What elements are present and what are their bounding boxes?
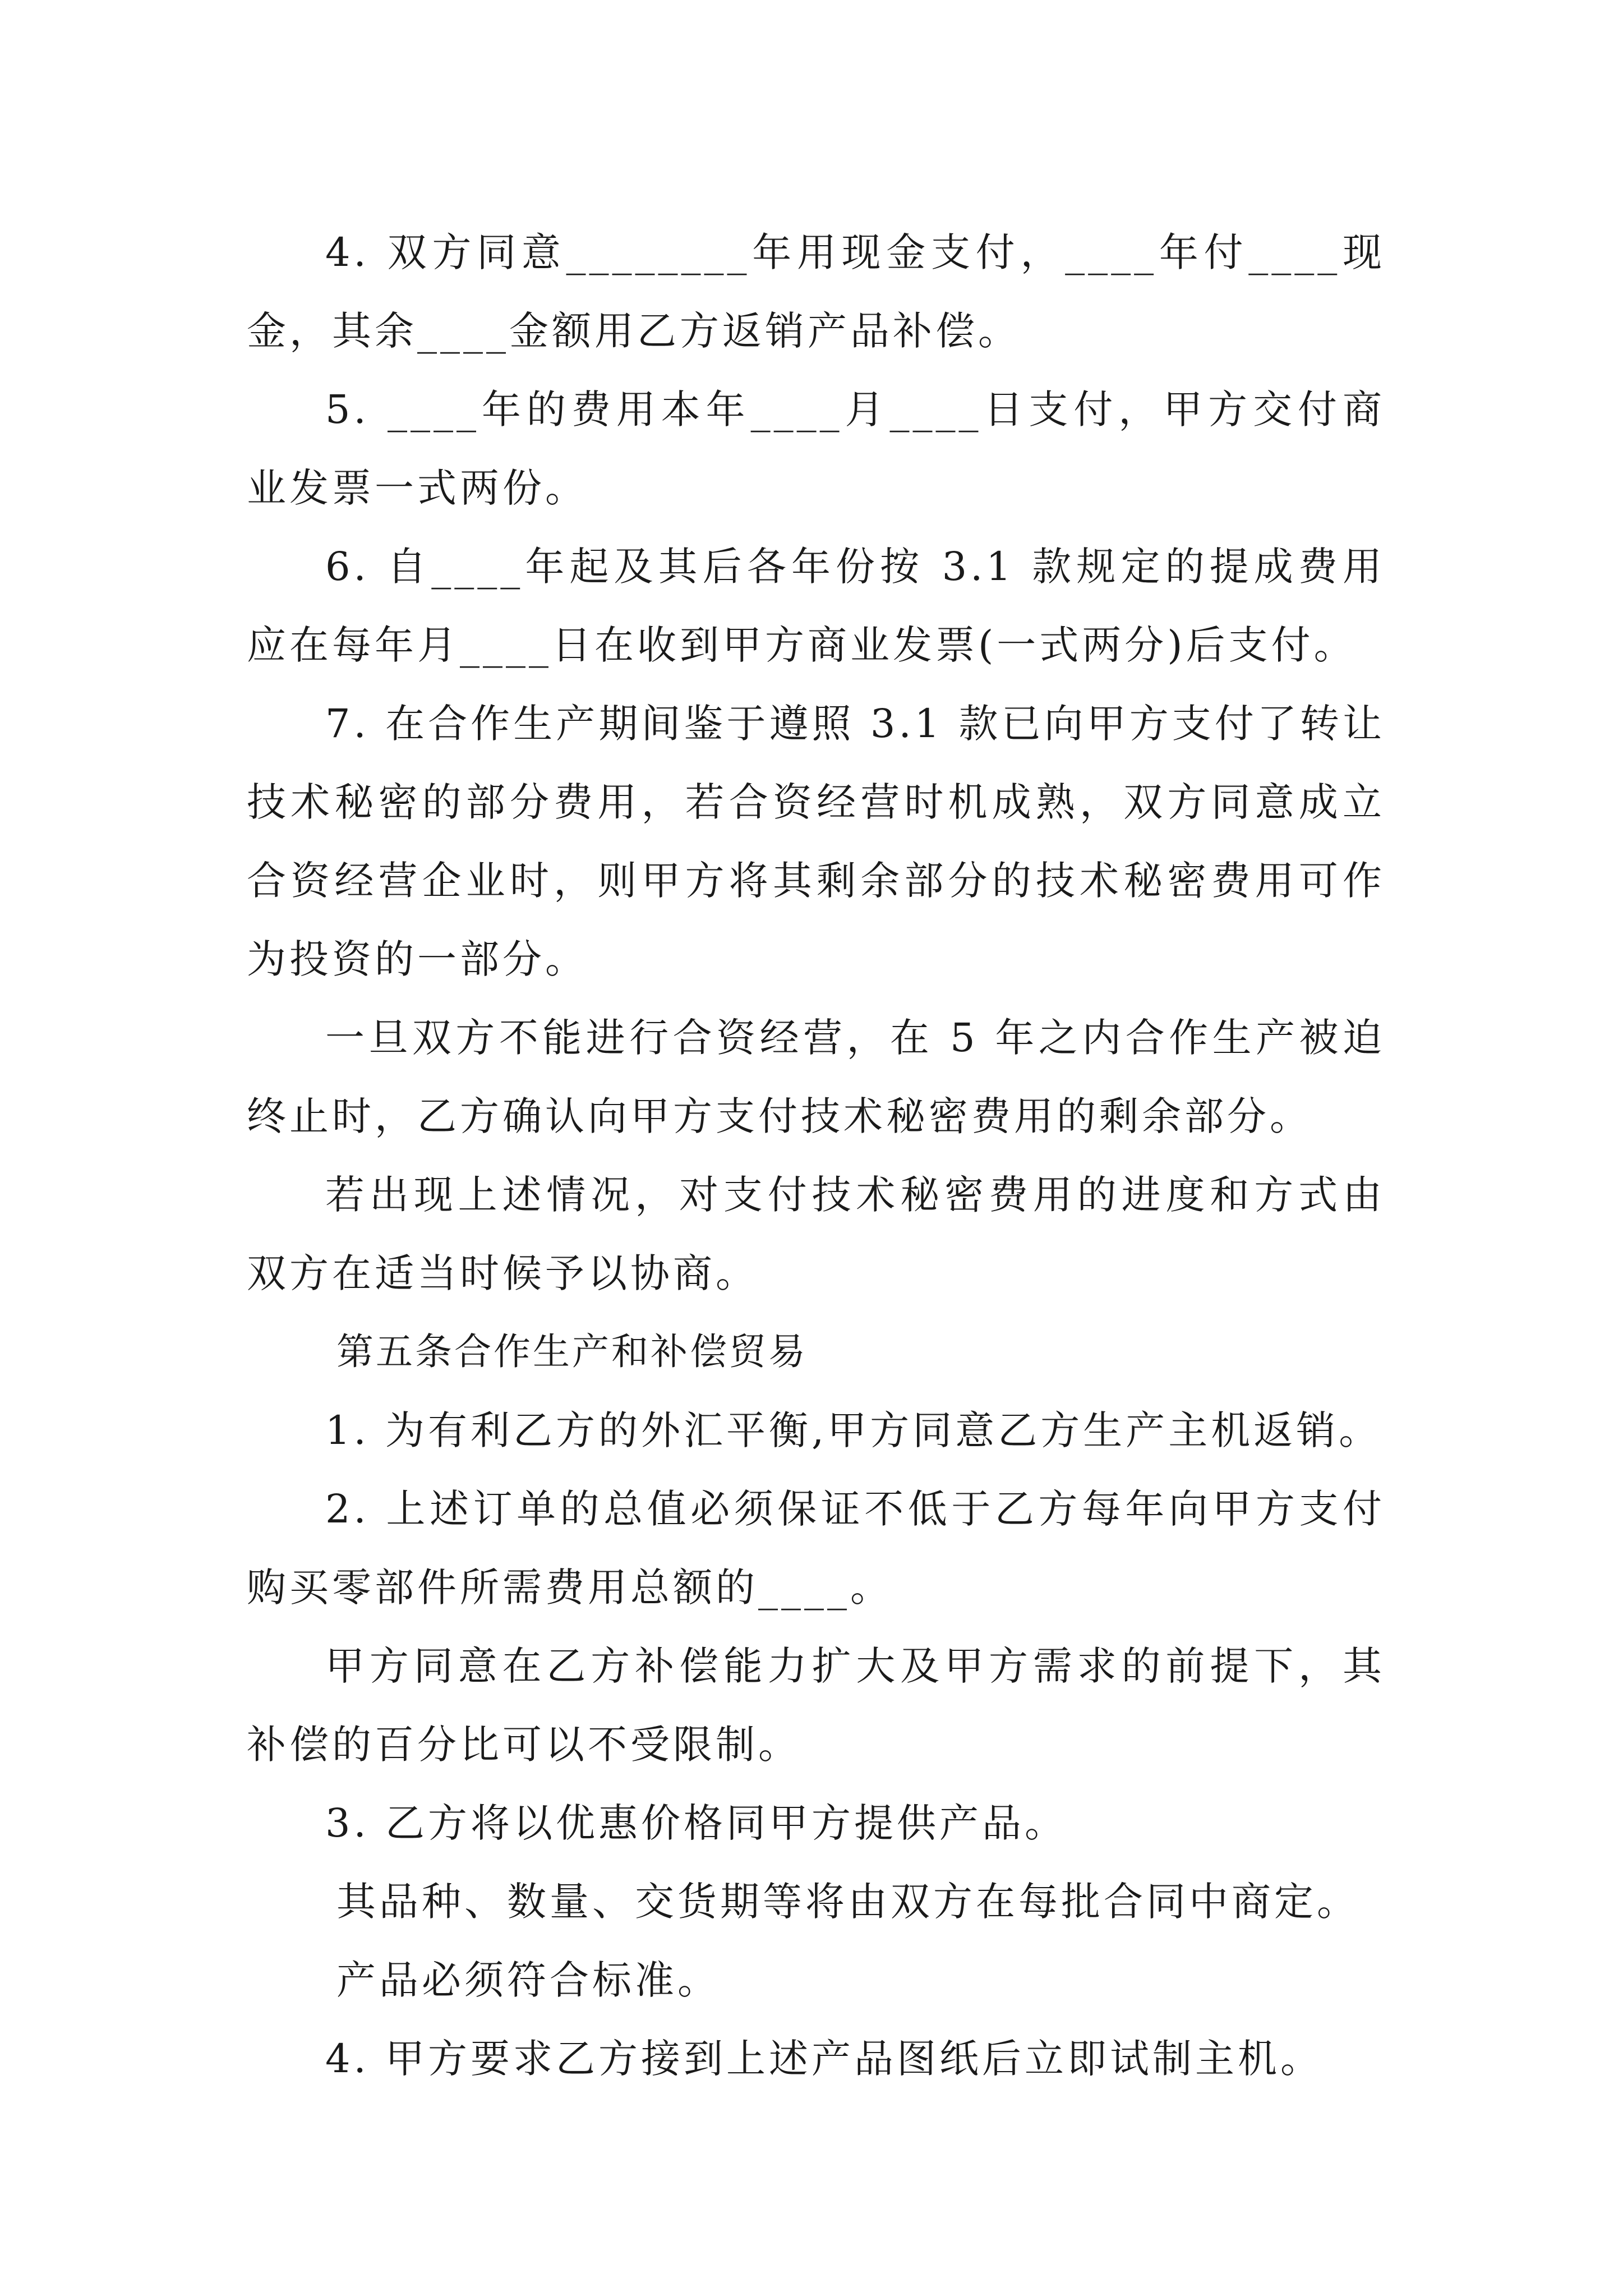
paragraph-order-value: 2. 上述订单的总值必须保证不低于乙方每年向甲方支付购买零部件所需费用总额的____。 (247, 1486, 1385, 1611)
line-variety-quantity: 其品种、数量、交货期等将由双方在每批合同中商定。 (336, 1879, 1359, 1925)
paragraph-trial-production: 4. 甲方要求乙方接到上述产品图纸后立即试制主机。 (325, 2036, 1324, 2082)
paragraph-preferential-price: 3. 乙方将以优惠价格同甲方提供产品。 (325, 1800, 1068, 1846)
paragraph-payment-cash: 4. 双方同意________年用现金支付，____年付____现金，其余____金额用乙方返销产品补偿。 (247, 229, 1385, 354)
document-body (247, 213, 1385, 2098)
paragraph-payment-date: 5. ____年的费用本年____月____日支付，甲方交付商业发票一式两份。 (247, 386, 1385, 511)
paragraph-termination: 一旦双方不能进行合资经营，在 5 年之内合作生产被迫终止时，乙方确认向甲方支付技术秘密费用的剩余部分。 (247, 1015, 1385, 1139)
paragraph-negotiation: 若出现上述情况，对支付技术秘密费用的进度和方式由双方在适当时候予以协商。 (247, 1172, 1385, 1296)
paragraph-joint-venture: 7. 在合作生产期间鉴于遵照 3.1 款已向甲方支付了转让技术秘密的部分费用，若合资经营时机成熟，双方同意成立合资经营企业时，则甲方将其剩余部分的技术秘密费用可作为投资的一部分。 (247, 701, 1385, 982)
paragraph-royalty-payment: 6. 自____年起及其后各年份按 3.1 款规定的提成费用应在每年月____日在收到甲方商业发票(一式两分)后支付。 (247, 544, 1385, 668)
paragraph-percentage: 甲方同意在乙方补偿能力扩大及甲方需求的前提下，其补偿的百分比可以不受限制。 (247, 1643, 1385, 1768)
section-heading: 第五条合作生产和补偿贸易 (336, 1330, 808, 1373)
line-standard: 产品必须符合标准。 (336, 1957, 720, 2003)
paragraph-buyback: 1. 为有利乙方的外汇平衡,甲方同意乙方生产主机返销。 (325, 1407, 1382, 1453)
